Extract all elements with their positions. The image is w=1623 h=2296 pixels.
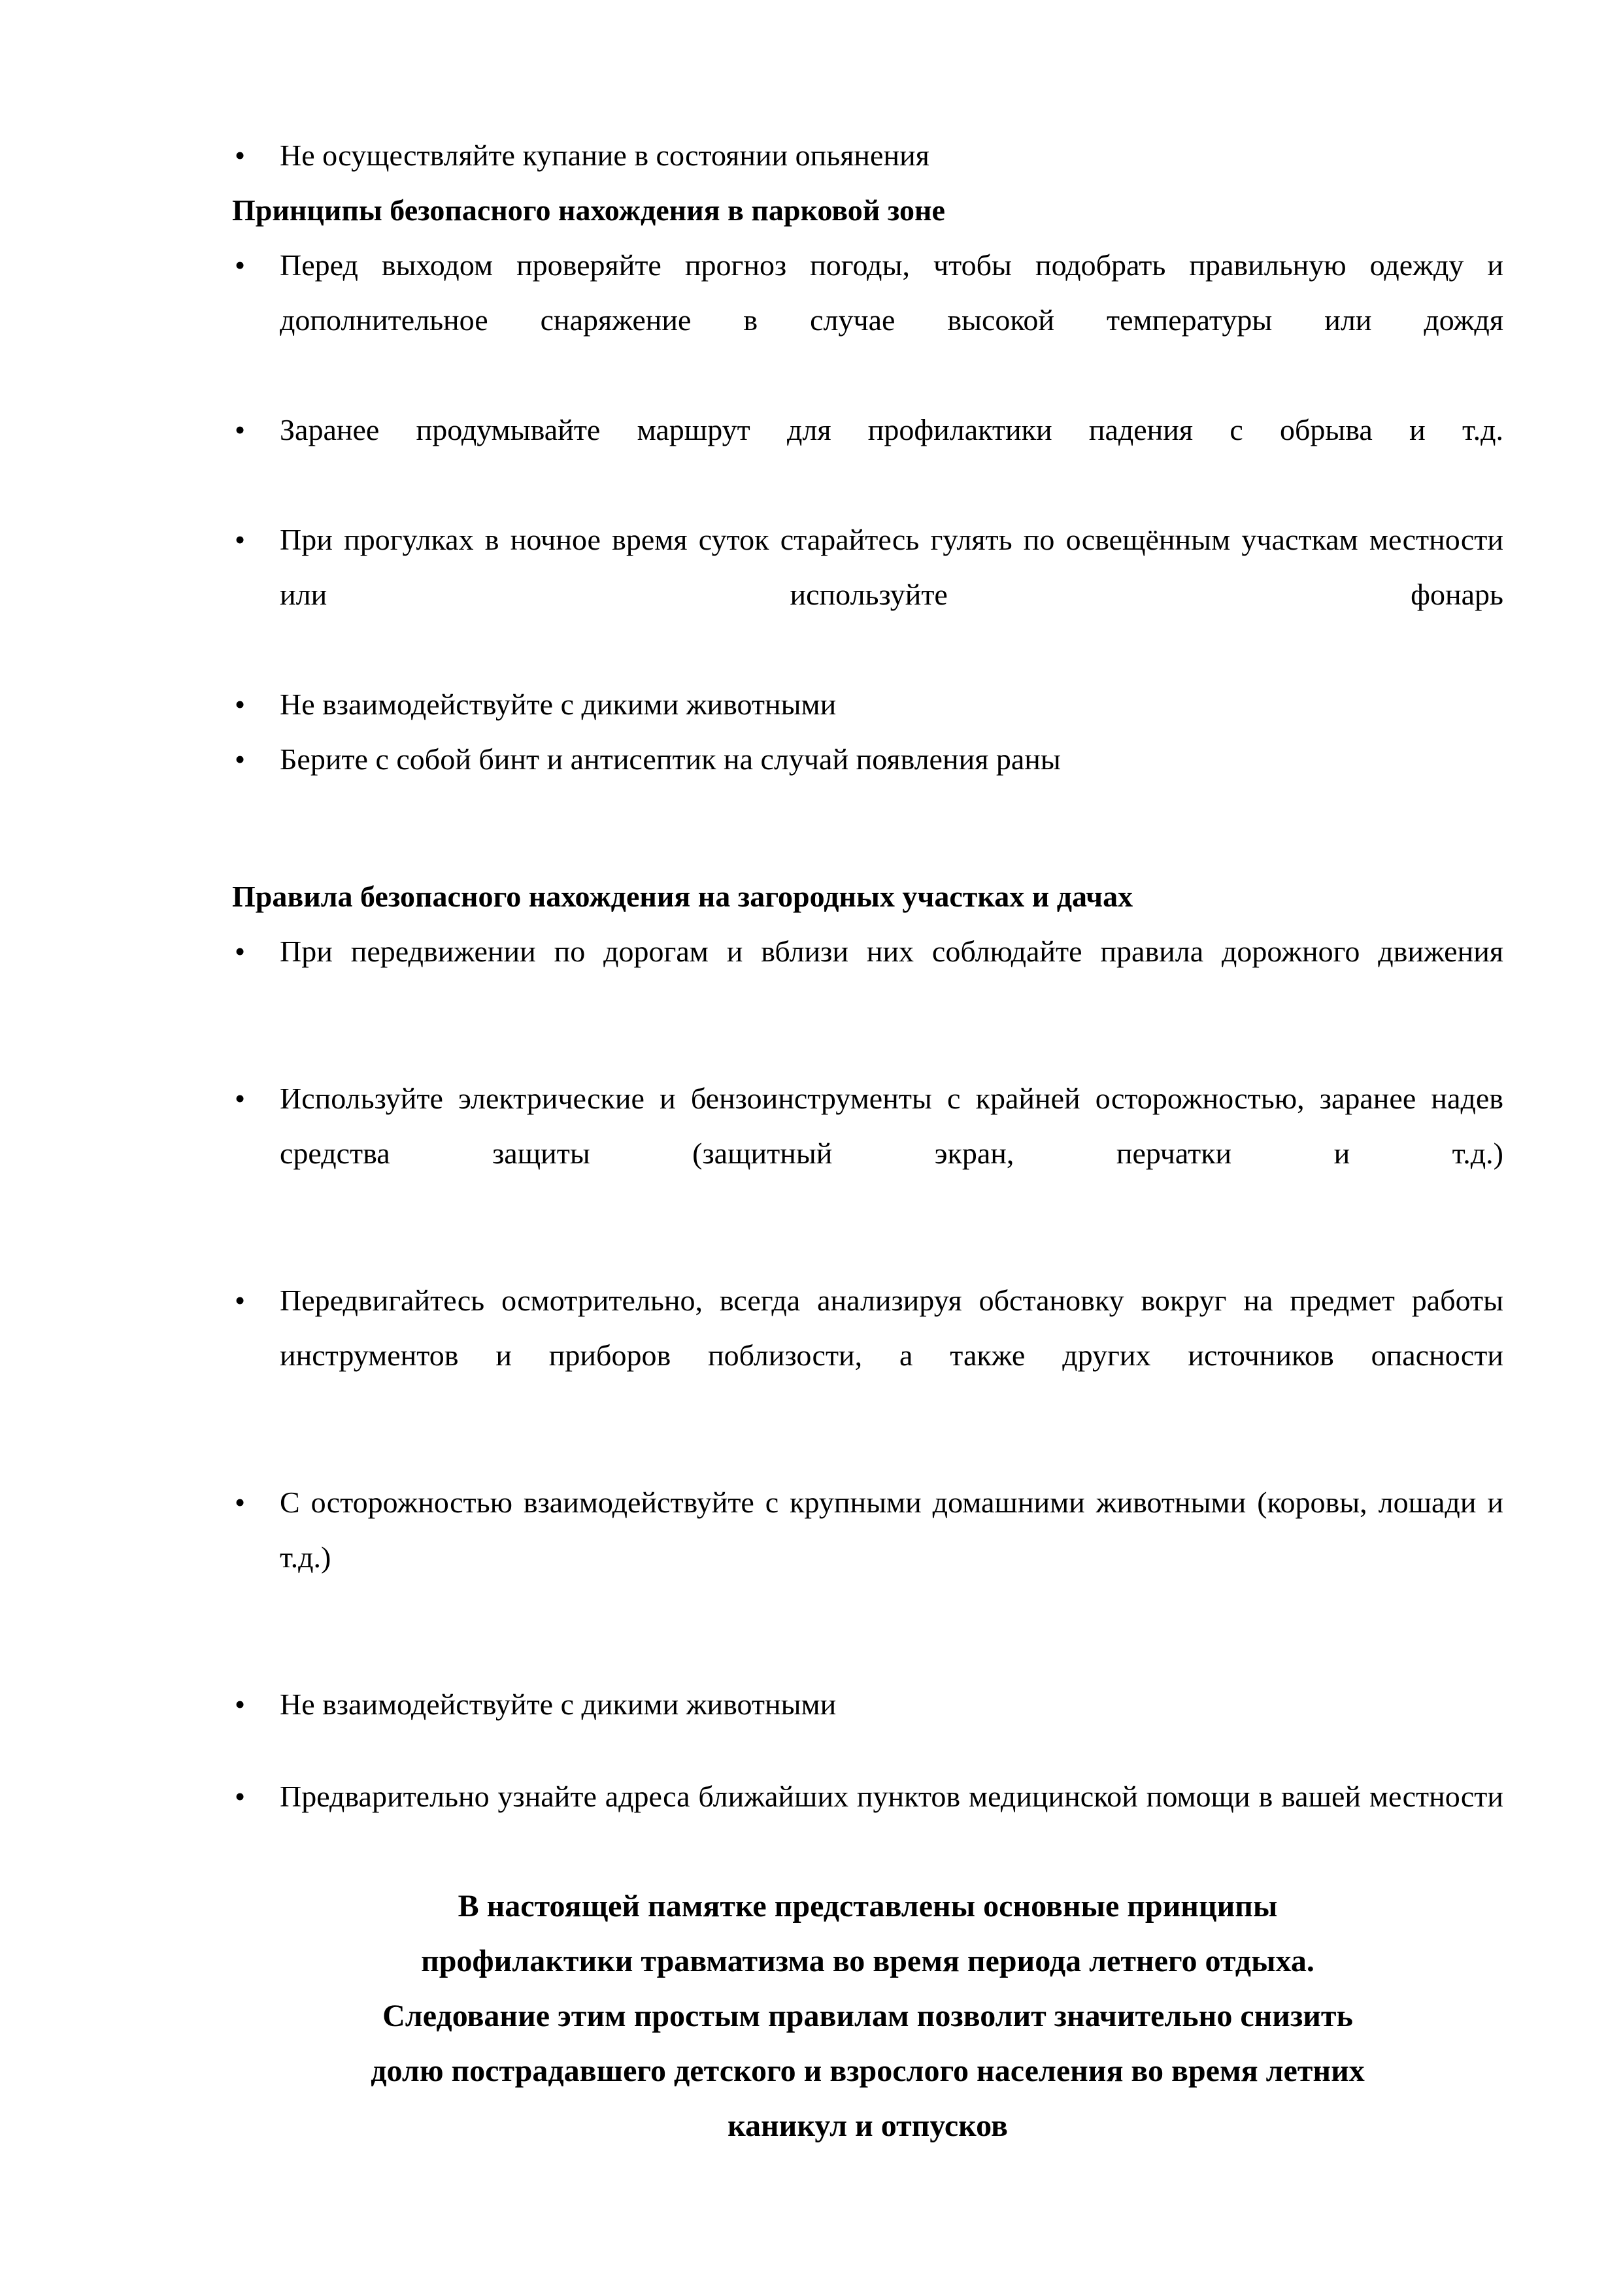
section-heading-country-plots: Правила безопасного нахождения на загородных участках и дачах xyxy=(232,880,1133,913)
bullet-icon: • xyxy=(235,523,246,556)
paragraph-spacer xyxy=(232,787,1503,842)
list-item-text: Передвигайтесь осмотрительно, всегда анализируя обстановку вокруг на предмет работы инструментов и приборов поблизости, а также других источников опасности xyxy=(280,1284,1503,1372)
list-item-text: Не взаимодействуйте с дикими животными xyxy=(280,688,837,721)
bullet-icon: • xyxy=(235,1486,246,1519)
list-item xyxy=(232,238,1503,403)
closing-line: Следование этим простым правилам позволит значительно снизить xyxy=(382,1999,1353,2033)
bullet-icon: • xyxy=(235,1284,246,1317)
list-item-text: Предварительно узнайте адреса ближайших пунктов медицинской помощи в вашей местности xyxy=(280,1780,1503,1813)
paragraph-spacer xyxy=(232,842,1503,869)
closing-line: долю пострадавшего детского и взрослого населения во время летних xyxy=(371,2054,1365,2088)
list-item-text: Используйте электрические и бензоинструменты с крайней осторожностью, заранее надев средства защиты (защитный экран, перчатки и т.д.) xyxy=(280,1082,1503,1170)
closing-statement xyxy=(232,1879,1503,2154)
list-item-text: Заранее продумывайте маршрут для профилактики падения с обрыва и т.д. xyxy=(280,413,1503,446)
bullet-icon: • xyxy=(235,1082,246,1115)
closing-line: В настоящей памятке представлены основные принципы xyxy=(458,1889,1278,1923)
list-item xyxy=(232,128,1503,183)
list-item xyxy=(232,732,1503,787)
list-item xyxy=(232,1475,1503,1640)
bullet-icon: • xyxy=(235,1780,246,1813)
list-item xyxy=(232,1677,1503,1732)
bullet-icon: • xyxy=(235,139,246,172)
bullet-icon: • xyxy=(235,1688,246,1721)
bullet-icon: • xyxy=(235,688,246,721)
list-item-text: Не осуществляйте купание в состоянии опьянения xyxy=(280,139,929,172)
list-item-text: При прогулках в ночное время суток старайтесь гулять по освещённым участкам местности или используйте фонарь xyxy=(280,523,1503,611)
closing-line: каникул и отпусков xyxy=(728,2108,1008,2143)
list-item xyxy=(232,1769,1503,1879)
bullet-icon: • xyxy=(235,935,246,968)
bullet-icon: • xyxy=(235,413,246,446)
bullet-icon: • xyxy=(235,742,246,776)
document-content xyxy=(232,128,1503,2154)
list-item xyxy=(232,924,1503,1034)
list-item-text: С осторожностью взаимодействуйте с крупными домашними животными (коровы, лошади и т.д.) xyxy=(280,1486,1503,1574)
list-item-text: Берите с собой бинт и антисептик на случай появления раны xyxy=(280,742,1061,776)
list-item-text: Перед выходом проверяйте прогноз погоды, чтобы подобрать правильную одежду и дополнительное снаряжение в случае высокой температуры или дождя xyxy=(280,248,1503,337)
list-item-text: При передвижении по дорогам и вблизи них соблюдайте правила дорожного движения xyxy=(280,935,1503,968)
list-item xyxy=(232,403,1503,512)
section-heading-park-zone: Принципы безопасного нахождения в парковой зоне xyxy=(232,193,945,227)
list-item xyxy=(232,512,1503,677)
bullet-icon: • xyxy=(235,248,246,282)
list-item xyxy=(232,677,1503,732)
list-item xyxy=(232,1071,1503,1236)
list-item-text: Не взаимодействуйте с дикими животными xyxy=(280,1688,837,1721)
closing-line: профилактики травматизма во время периода летнего отдыха. xyxy=(421,1944,1314,1978)
list-item xyxy=(232,1273,1503,1438)
